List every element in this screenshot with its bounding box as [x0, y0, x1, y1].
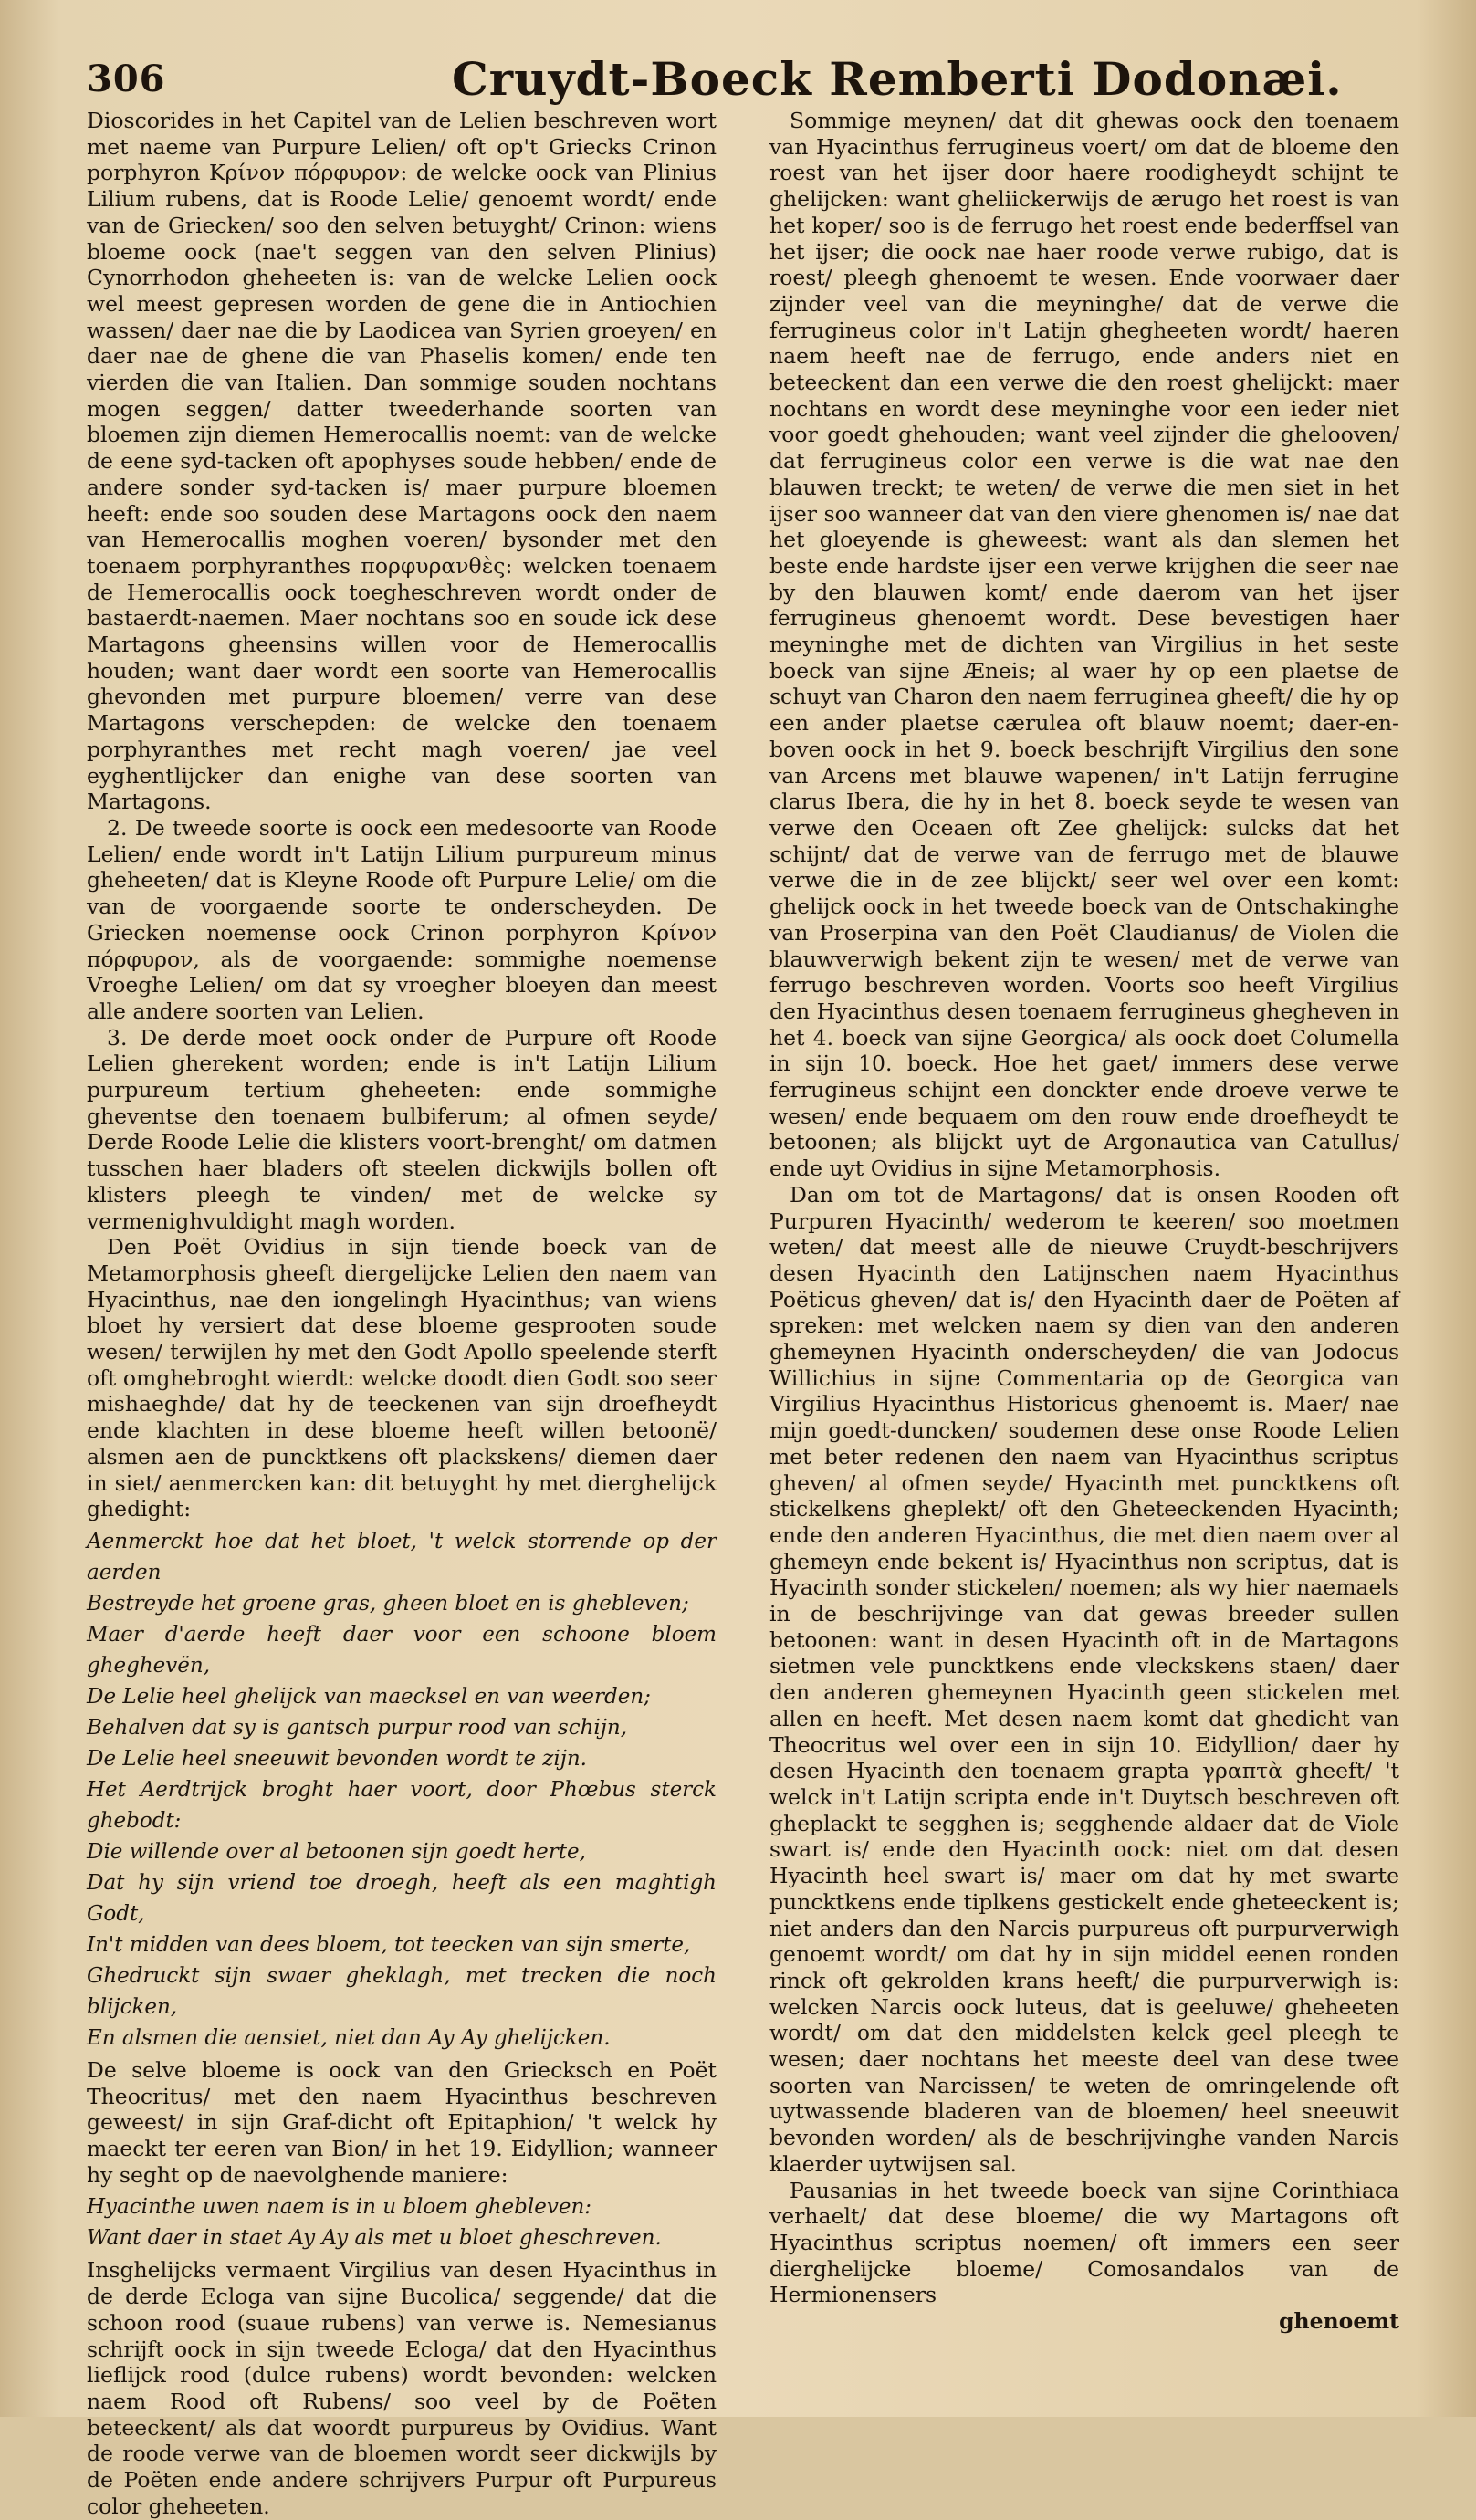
verse-line: Bestreyde het groene gras, gheen bloet en is ghebleven;: [87, 1591, 689, 1616]
page-number: 306: [87, 58, 166, 100]
verse-line: De Lelie heel sneeuwit bevonden wordt te zijn.: [87, 1746, 587, 1771]
verse-line: En alsmen die aensiet, niet dan Ay Ay ghelijcken.: [87, 2025, 611, 2050]
paragraph-theocritus: De selve bloeme is oock van den Griecksch en Poët Theocritus/ met den naem Hyacinthus beschreven geweest/ in sijn Graf-dicht oft Epitaphion/ 't welck hy maeckt ter eeren van Bion/ in het 19. Eidyllion; wanneer hy seght op de naevolghende maniere:: [87, 2056, 717, 2188]
verse-line: Aenmerckt hoe dat het bloet, 't welck storrende op der aerden: [87, 1529, 717, 1584]
paragraph-pausanias: Pausanias in het tweede boeck van sijne Corinthiaca verhaelt/ dat dese bloeme/ die wy Martagons oft Hyacinthus scriptus noemen/ oft immers een seer dierghelijcke bloeme/ Comosandalos van de Hermionensers: [769, 2177, 1399, 2308]
verse-line: Maer d'aerde heeft daer voor een schoone bloem gheghevën,: [87, 1622, 717, 1678]
verse-line: In't midden van dees bloem, tot teecken van sijn smerte,: [87, 1932, 691, 1957]
catchword: ghenoemt: [1279, 2308, 1399, 2335]
paragraph-second-sort: 2. De tweede soorte is oock een medesoorte van Roode Lelien/ ende wordt in't Latijn Lilium purpureum minus gheheeten/ dat is Kleyne Roode oft Purpure Lelie/ om die van de voorgaende soorte te onderscheyden. De Griecken noemense oock Crinon porphyron Κρίνον πόρφυρον, als de voorgaende: sommighe noemense Vroeghe Lelien/ om dat sy vroegher bloeyen dan meest alle andere soorten van Lelien.: [87, 814, 717, 1024]
paragraph-third-sort: 3. De derde moet oock onder de Purpure oft Roode Lelien gherekent worden; ende is in't Latijn Lilium purpureum tertium gheheeten: ende sommighe gheventse den toenaem bulbiferum; al ofmen seyde/ Derde Roode Lelie die klisters voort-brenght/ om datmen tusschen haer bladers oft steelen dickwijls bollen oft klisters pleegh te vinden/ met de welcke sy vermenighvuldight magh worden.: [87, 1024, 717, 1234]
verse-line: Ghedruckt sijn swaer gheklagh, met trecken die noch blijcken,: [87, 1963, 717, 2019]
running-title: Cruydt-Boeck Remberti Dodonæi.: [452, 52, 1343, 106]
paragraph-virgilius: Insghelijcks vermaent Virgilius van desen Hyacinthus in de derde Ecloga van sijne Bucolica/ seggende/ dat die schoon rood (suaue rubens) van verwe is. Nemesianus schrijft oock in sijn tweede Ecloga/ dat den Hyacinthus lieflijck rood (dulce rubens) wordt bevonden: welcken naem Rood oft Rubens/ soo veel by de Poëten beteeckent/ als dat woordt purpureus by Ovidius. Want de roode verwe van de bloemen wordt seer dickwijls by de Poëten ende andere schrijvers Purpur oft Purpureus color gheheeten.: [87, 2257, 717, 2519]
paragraph-ferrugineus: Sommige meynen/ dat dit ghewas oock den toenaem van Hyacinthus ferrugineus voert/ om dat de bloeme den roest van het ijser door haere roodigheydt schijnt te ghelijcken: want gheliickerwijs de ærugo het roest is van het koper/ soo is de ferrugo het roest ende bederffsel van het ijser; die oock nae haer roode verwe rubigo, dat is roest/ pleegh ghenoemt te wesen. Ende voorwaer daer zijnder veel van die meyninghe/ dat de verwe die ferrugineus color in't Latijn ghegheeten wordt/ haeren naem heeft nae de ferrugo, ende anders niet en beteeckent dan een verwe die den roest ghelijckt: maer nochtans en wordt dese meyninghe voor een ieder niet voor goedt ghehouden; want veel zijnder die ghelooven/ dat ferrugineus color een verwe is die wat nae den blauwen treckt; te weten/ de verwe die men siet in het ijser soo wanneer dat van den viere ghenomen is/ nae dat het gloeyende is gheweest: want als dan slemen het beste ende hardste ijser een verwe krijghen die seer nae by den blauwen komt/ ende daerom van het ijser ferrugineus ghenoemt wordt. Dese bevestigen haer meyninghe met de dichten van Virgilius in het seste boeck van sijne Æneis; al waer hy op een plaetse de schuyt van Charon den naem ferruginea gheeft/ die hy op een ander plaetse cærulea oft blauw noemt; daer-en-boven oock in het 9. boeck beschrijft Virgilius den sone van Arcens met blauwe wapenen/ in't Latijn ferrugine clarus Ibera, die hy in het 8. boeck seyde te wesen van verwe den Oceaen oft Zee ghelijck: sulcks dat het schijnt/ dat de verwe van de ferrugo met de blauwe verwe die in de zee blijckt/ seer wel over een komt: ghelijck oock in het tweede boeck van de Ontschakinghe van Proserpina van den Poët Claudianus/ de Violen die blauwverwigh bekent zijn te wesen/ met de verwe van ferrugo beschreven worden. Voorts soo heeft Virgilius den Hyacinthus desen toenaem ferrugineus ghegheven in het 4. boeck van sijne Georgica/ als oock doet Columella in sijn 10. boeck. Hoe het gaet/ immers dese verwe ferrugineus schijnt een donckter ende droeve verwe te wesen/ ende bequaem om den rouw ende droefheydt te betoonen; als blijckt uyt de Argonautica van Catullus/ ende uyt Ovidius in sijne Metamorphosis.: [769, 108, 1399, 1182]
paragraph-dioscorides: Dioscorides in het Capitel van de Lelien beschreven wort met naeme van Purpure Lelien/ oft op't Griecks Crinon porphyron Κρίνον πόρφυρον: de welcke oock van Plinius Lilium rubens, dat is Roode Lelie/ genoemt wordt/ ende van de Griecken/ soo den selven betuyght/ Crinon: wiens bloeme oock (nae't seggen van den selven Plinius) Cynorrhodon gheheeten is: van de welcke Lelien oock wel meest gepresen worden de gene die in Antiochien wassen/ daer nae die by Laodicea van Syrien groeyen/ en daer nae de ghene die van Phaselis komen/ ende ten vierden die van Italien. Dan sommige souden nochtans mogen seggen/ datter tweederhande soorten van bloemen zijn diemen Hemerocallis noemt: van de welcke de eene syd-tacken oft apophyses soude hebben/ ende de andere sonder syd-tacken is/ maer purpure bloemen heeft: ende soo souden dese Martagons oock den naem van Hemerocallis moghen voeren/ bysonder met den toenaem porphyranthes πορφυρανθὲς: welcken toenaem de Hemerocallis oock toegheschreven wordt onder de bastaerdt-naemen. Maer nochtans soo en soude ick dese Martagons gheensins willen voor de Hemerocallis houden; want daer wordt een soorte van Hemerocallis ghevonden met purpure bloemen/ verre van dese Martagons verschepden: de welcke den toenaem porphyranthes met recht magh voeren/ jae veel eyghentlijcker dan enighe van dese soorten van Martagons.: [87, 108, 717, 815]
verse-ovidius: [87, 1526, 717, 2054]
verse-line: Dat hy sijn vriend toe droegh, heeft als een maghtigh Godt,: [87, 1870, 717, 1926]
verse-line: Behalven dat sy is gantsch purpur rood van schijn,: [87, 1715, 628, 1740]
page-header: [87, 50, 1412, 114]
verse-line: Hyacinthe uwen naem is in u bloem ghebleven:: [87, 2195, 592, 2220]
verse-line: De Lelie heel ghelijck van maecksel en van weerden;: [87, 1684, 651, 1709]
verse-line: Het Aerdtrijck broght haer voort, door Phœbus sterck ghebodt:: [87, 1777, 717, 1833]
paragraph-martagons: Dan om tot de Martagons/ dat is onsen Rooden oft Purpuren Hyacinth/ wederom te keeren/ soo moetmen weten/ dat meest alle de nieuwe Cruydt-beschrijvers desen Hyacinth den Latijnschen naem Hyacinthus Poëticus gheven/ dat is/ den Hyacinth daer de Poëten af spreken: met welcken naem sy dien van den anderen ghemeynen Hyacinth onderscheyden/ die van Jodocus Willichius in sijne Commentaria op de Georgica van Virgilius Hyacinthus Historicus ghenoemt is. Maer/ nae mijn goedt-duncken/ soudemen dese onse Roode Lelien met beter redenen den naem van Hyacinthus scriptus gheven/ al ofmen seyde/ Hyacinth met puncktkens oft stickelkens gheplekt/ oft den Gheteeckenden Hyacinth; ende den anderen Hyacinthus, die met dien naem over al ghemeyn ende bekent is/ Hyacinthus non scriptus, dat is Hyacinth sonder stickelen/ noemen; als wy hier naemaels in de beschrijvinge van dat gewas breeder sullen betoonen: want in desen Hyacinth oft in de Martagons sietmen vele puncktkens ende vleckskens staen/ daer den anderen ghemeynen Hyacinth geen stickelen met allen en heeft. Met desen naem komt dat ghedicht van Theocritus wel over een in sijn 10. Eidyllion/ daer hy desen Hyacinth den toenaem grapta γραπτὰ gheeft/ 't welck in't Latijn scripta ende in't Duytsch beschreven oft gheplackt te segghen is; segghende aldaer dat de Viole swart is/ ende den Hyacinth oock: niet om dat desen Hyacinth heel swart is/ maer om dat hy met swarte puncktkens ende tiplkens gestickelt ende gheteeckent is; niet anders dan den Narcis purpureus oft purpurverwigh genoemt wordt/ om dat hy in sijn middel eenen ronden rinck oft gekrolden krans heeft/ die purpurverwigh is: welcken Narcis oock luteus, dat is geeluwe/ gheheeten wordt/ om dat den middelsten kelck geel pleegh te wesen; daer nochtans het meeste deel van dese twee soorten van Narcissen/ te weten de omringelende oft uytwassende bladeren van de bloemen/ heel sneeuwit bevonden worden/ als de beschrijvinghe vanden Narcis klaerder uytwijsen sal.: [769, 1181, 1399, 2177]
left-column: [87, 108, 717, 2519]
paragraph-ovidius: Den Poët Ovidius in sijn tiende boeck van de Metamorphosis gheeft diergelijcke Lelien den naem van Hyacinthus, nae den iongelingh Hyacinthus; van wiens bloet hy versiert dat dese bloeme gesprooten soude wesen/ terwijlen hy met den Godt Apollo speelende sterft oft omghebroght wierdt: welcke doodt dien Godt soo seer mishaeghde/ dat hy de teeckenen van sijn droefheydt ende klachten in dese bloeme heeft willen betoonë/ alsmen aen de puncktkens oft plackskens/ diemen daer in siet/ aenmercken kan: dit betuyght hy met dierghelijck ghedight:: [87, 1234, 717, 1522]
right-column: [769, 108, 1399, 2362]
verse-theocritus: [87, 2191, 717, 2253]
text-columns: [87, 108, 1401, 2519]
verse-line: Die willende over al betoonen sijn goedt herte,: [87, 1839, 586, 1864]
verse-line: Want daer in staet Ay Ay als met u bloet gheschreven.: [87, 2226, 662, 2251]
